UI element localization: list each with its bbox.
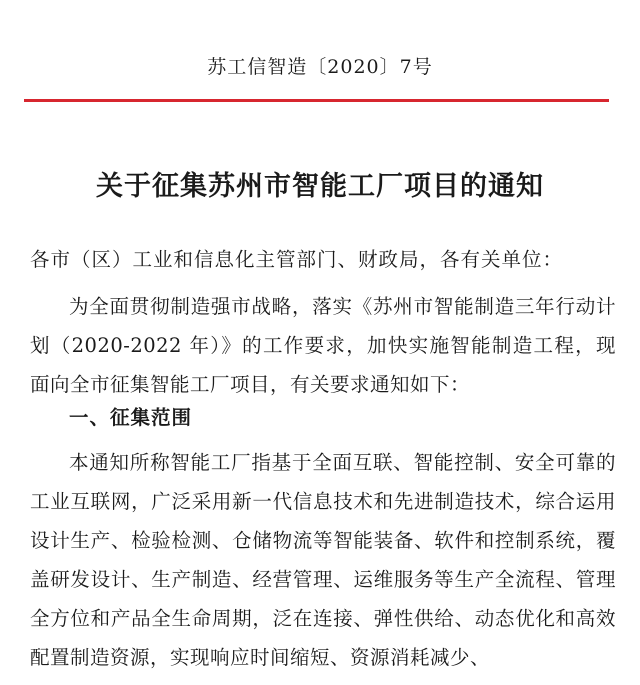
scope-paragraph: 本通知所称智能工厂指基于全面互联、智能控制、安全可靠的工业互联网，广泛采用新一代信息技术和先进制造技术，综合运用设计生产、检验检测、仓储物流等智能装备、软件和控制系统，覆盖研发设计、生产制造、经营管理、运维服务等生产全流程、管理全方位和产品全生命周期，泛在连接、弹性供给、动态优化和高效配置制造资源，实现响应时间缩短、资源消耗减少、	[30, 451, 616, 669]
section-heading-scope: 一、征集范围	[69, 406, 193, 429]
document-title: 关于征集苏州市智能工厂项目的通知	[96, 171, 544, 202]
document-number: 苏工信智造〔2020〕7号	[207, 56, 433, 78]
addressee-line: 各市（区）工业和信息化主管部门、财政局，各有关单位：	[30, 248, 564, 271]
intro-paragraph: 为全面贯彻制造强市战略，落实《苏州市智能制造三年行动计划（2020-2022 年）》的工作要求，加快实施智能制造工程，现面向全市征集智能工厂项目，有关要求通知如下：	[30, 295, 616, 396]
red-header-rule	[24, 99, 609, 102]
